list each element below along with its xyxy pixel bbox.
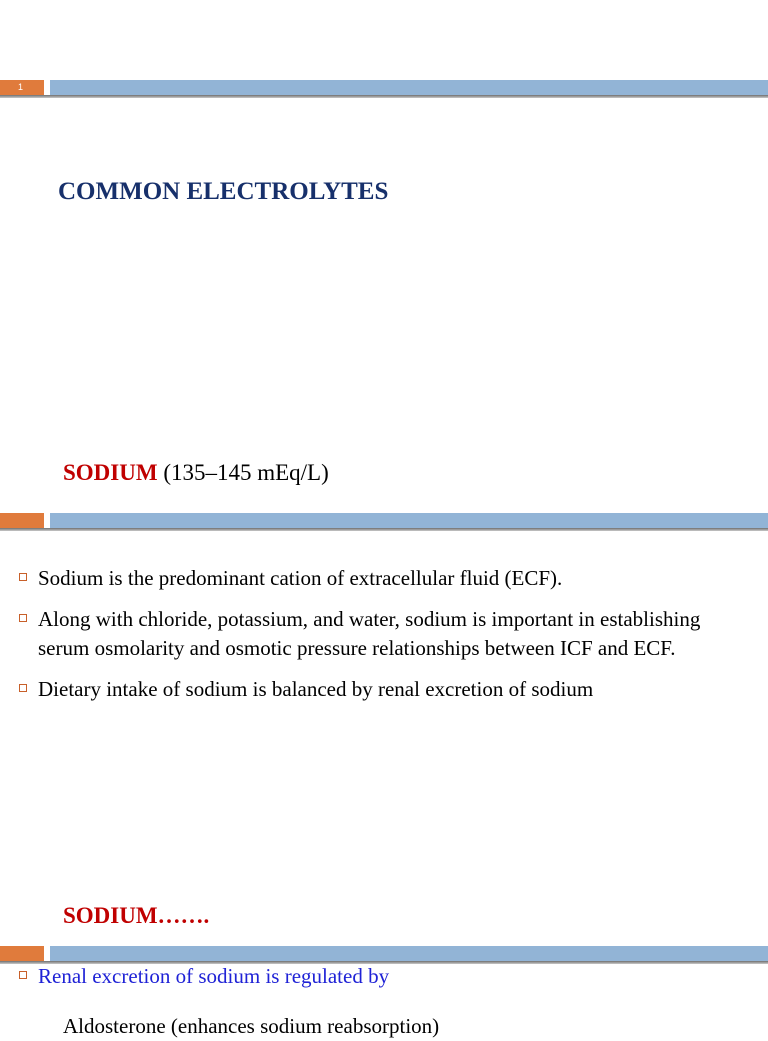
header-blue-band	[50, 80, 768, 95]
header-shadow	[0, 528, 768, 531]
sodium-heading	[63, 460, 329, 486]
slide-number-tab	[0, 946, 44, 961]
header-shadow	[0, 95, 768, 98]
square-bullet-icon	[19, 971, 27, 979]
list-item	[18, 564, 748, 593]
slide-number-tab	[0, 80, 44, 95]
bullet-text: Renal excretion of sodium is regulated by	[38, 964, 390, 988]
square-bullet-icon	[19, 573, 27, 581]
bullet-text: Dietary intake of sodium is balanced by renal excretion of sodium	[38, 677, 594, 701]
bullet-list	[18, 564, 748, 716]
list-item	[18, 675, 748, 704]
slide-header-bar	[0, 80, 768, 100]
header-blue-band	[50, 513, 768, 528]
sodium-range: (135–145 mEq/L)	[163, 460, 329, 485]
slide-header-bar	[0, 513, 768, 533]
sodium-label: SODIUM	[63, 460, 158, 485]
list-item	[18, 605, 748, 663]
square-bullet-icon	[19, 614, 27, 622]
bullet-text: Along with chloride, potassium, and water, sodium is important in establishing serum osmolarity and osmotic pressure relationships between ICF and ECF.	[38, 607, 701, 660]
slide-number: 1	[18, 82, 24, 92]
sodium-continued-heading: SODIUM…….	[63, 903, 210, 928]
square-bullet-icon	[19, 684, 27, 692]
bullet-text: Sodium is the predominant cation of extracellular fluid (ECF).	[38, 566, 563, 590]
renal-excretion-bullet	[18, 962, 389, 991]
slide-number-tab	[0, 513, 44, 528]
aldosterone-line: Aldosterone (enhances sodium reabsorption)	[63, 1014, 440, 1038]
slide-title: COMMON ELECTROLYTES	[58, 178, 389, 205]
header-blue-band	[50, 946, 768, 961]
